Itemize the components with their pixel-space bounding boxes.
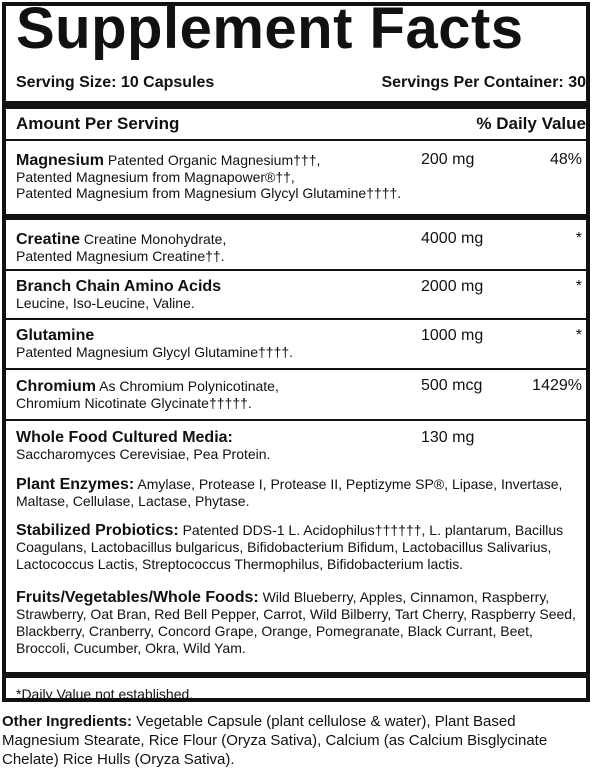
nutrient-dv: *: [575, 327, 582, 344]
servings-per-container: Servings Per Container: 30: [381, 74, 586, 91]
nutrient-amount: 500 mcg: [421, 377, 483, 394]
nutrient-name: Whole Food Cultured Media:: [16, 429, 233, 446]
daily-value-label: % Daily Value: [476, 114, 586, 133]
nutrient-dv: *: [575, 230, 582, 247]
nutrient-name: Magnesium: [16, 152, 105, 169]
blend-name: Stabilized Probiotics:: [16, 522, 179, 539]
nutrient-row-magnesium: [16, 152, 586, 201]
nutrient-name: Creatine: [16, 231, 81, 248]
nutrient-desc-3: Patented Magnesium from Magnesium Glycyl Glutamine††††.: [16, 185, 402, 201]
nutrient-name: Chromium: [16, 378, 96, 395]
divider: [6, 419, 586, 421]
nutrient-desc: As Chromium Polynicotinate,: [96, 378, 279, 394]
blend-name: Plant Enzymes:: [16, 476, 135, 493]
nutrient-dv: 1429%: [532, 377, 582, 394]
blend-text: Amylase, Protease I, Protease II, Peptizyme SP®, Lipase, Invertase, Maltase, Cellulase, Lactase, Phytase.: [16, 476, 563, 509]
nutrient-desc: Patented Organic Magnesium†††,: [104, 152, 321, 168]
serving-size: Serving Size: 10 Capsules: [16, 74, 215, 91]
nutrient-amount: 130 mg: [421, 429, 475, 446]
blend-text: Wild Blueberry, Apples, Cinnamon, Raspberry, Strawberry, Oat Bran, Red Bell Pepper, Carrot, Wild Bilberry, Tart Cherry, Raspberry Seed, Blackberry, Cranberry, Concord Grape, Orange, Pomegranate, Black Currant, Beet, Broccoli, Cucumber, Okra, Wild Yam.: [16, 589, 576, 656]
divider: [6, 318, 586, 320]
nutrient-desc-2: Patented Magnesium Glycyl Glutamine††††.: [16, 344, 294, 360]
blend-plant-enzymes: [16, 476, 586, 510]
nutrient-row-creatine: [16, 231, 586, 264]
daily-value-footnote: *Daily Value not established.: [16, 686, 194, 702]
divider: [6, 269, 586, 271]
divider: [6, 139, 586, 141]
thick-divider: [6, 672, 586, 678]
supplement-facts-panel: [2, 2, 590, 702]
blend-fruits-vegetables: [16, 589, 586, 657]
nutrient-row-bcaa: [16, 279, 586, 311]
amount-per-serving-label: Amount Per Serving: [16, 114, 180, 133]
nutrient-desc-2: Patented Magnesium from Magnapower®††,: [16, 169, 295, 185]
nutrient-name: Branch Chain Amino Acids: [16, 278, 222, 295]
nutrient-name: Glutamine: [16, 327, 95, 344]
nutrient-amount: 200 mg: [421, 151, 475, 168]
divider: [6, 368, 586, 370]
nutrient-dv: *: [575, 278, 582, 295]
nutrient-amount: 2000 mg: [421, 278, 484, 295]
nutrient-desc-2: Leucine, Iso-Leucine, Valine.: [16, 295, 195, 311]
nutrient-amount: 1000 mg: [421, 327, 484, 344]
column-header: [16, 114, 586, 134]
thick-divider: [6, 214, 586, 220]
serving-info: [16, 74, 586, 92]
panel-title: Supplement Facts: [16, 0, 524, 61]
other-ingredients: [2, 712, 592, 769]
other-ingredients-label: Other Ingredients:: [2, 713, 133, 730]
nutrient-dv: 48%: [549, 151, 582, 168]
nutrient-desc-2: Chromium Nicotinate Glycinate†††††.: [16, 395, 252, 411]
blend-name: Fruits/Vegetables/Whole Foods:: [16, 589, 259, 606]
nutrient-row-chromium: [16, 378, 586, 411]
thick-divider: [6, 101, 586, 109]
other-ingredients-text: Vegetable Capsule (plant cellulose & water), Plant Based Magnesium Stearate, Rice Flour (Oryza Sativa), Calcium (as Calcium Bisglycinate Chelate) Rice Hulls (Oryza Sativa).: [2, 713, 548, 768]
nutrient-desc: Creatine Monohydrate,: [80, 231, 227, 247]
nutrient-desc-2: Saccharomyces Cerevisiae, Pea Protein.: [16, 446, 271, 462]
nutrient-row-cultured-media: [16, 430, 586, 462]
blend-stabilized-probiotics: [16, 522, 586, 573]
nutrient-row-glutamine: [16, 328, 586, 360]
blend-text: Patented DDS-1 L. Acidophilus††††††, L. plantarum, Bacillus Coagulans, Lactobacillus bulgaricus, Bifidobacterium Bifidum, Lactobacillus Salivarius, Lactococcus Lactis, Streptococcus Thermophilus, Bifidobacterium lactis.: [16, 522, 564, 572]
nutrient-amount: 4000 mg: [421, 230, 484, 247]
nutrient-desc-2: Patented Magnesium Creatine††.: [16, 248, 225, 264]
